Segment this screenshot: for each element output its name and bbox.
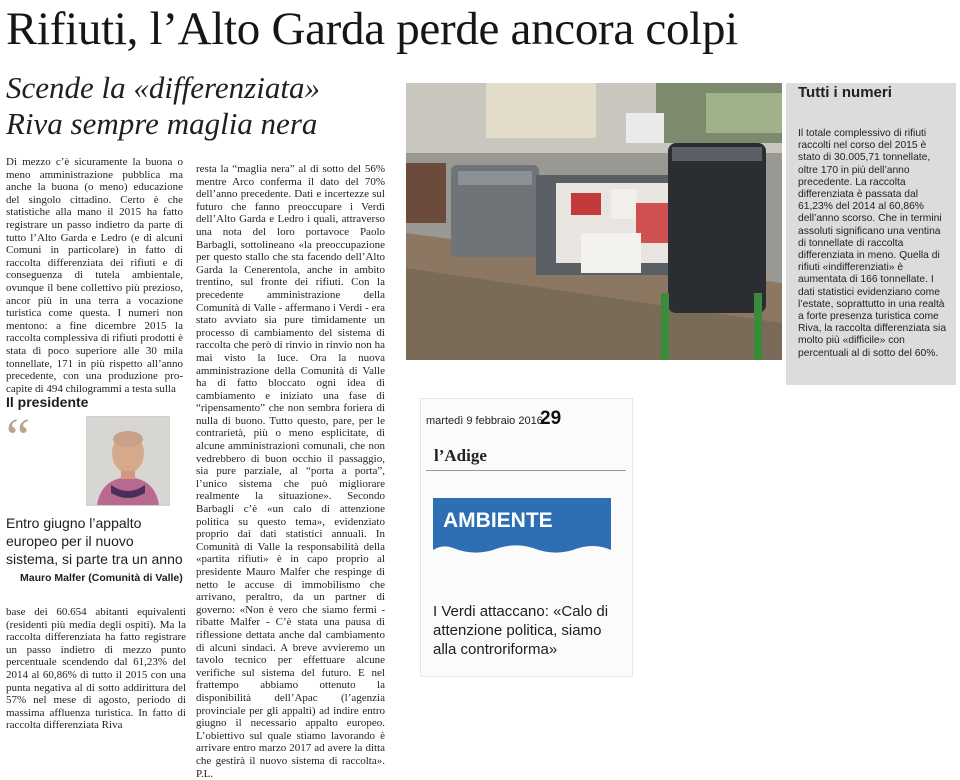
clipping-headline: I Verdi attaccano: «Calo di attenzione politica, siamo alla controriforma» <box>433 603 609 658</box>
clipping-date: martedì 9 febbraio 2016 <box>426 415 543 427</box>
portrait-illustration <box>87 417 169 505</box>
section-banner-label: AMBIENTE <box>443 509 553 532</box>
clipping-divider <box>426 470 626 471</box>
stats-box-text: Il totale complessivo di rifiuti raccolti nel corso del 2015 è stato di 30.005,71 tonnellate, oltre 170 in più dell’anno precedente. La raccolta differenziata è passata dal 61,23% del 2014 al 60,86% dell’anno scorso. Che in termini assoluti significano una ventina di tonnellate di raccolta differenziata in meno. Quella di rifiuti «indifferenziati» è aumentata di 166 tonnellate. I dati statistici evidenziano come l’estate, soprattutto in una realtà a forte presenza turistica come Riva, la raccolta differenziata sia molto più «difficile» con percentuali al di sotto del 60%. <box>798 128 947 359</box>
sidebar-label: Il presidente <box>6 394 89 410</box>
subhead-line-1: Scende la «differenziata» <box>6 70 320 105</box>
stats-box-title: Tutti i numeri <box>798 84 892 101</box>
subheadline <box>6 70 396 142</box>
quote-marks-icon: “ <box>6 407 30 467</box>
portrait-photo <box>86 416 170 506</box>
section-banner <box>433 498 611 556</box>
subhead-line-2: Riva sempre maglia nera <box>6 106 318 141</box>
section-banner-graphic <box>433 498 611 556</box>
sidebar-quote: Entro giugno l’appalto europeo per il nuovo sistema, si parte tra un anno <box>6 515 183 567</box>
quote-author: Mauro Malfer (Comunità di Valle) <box>20 572 183 584</box>
article-photo <box>406 83 782 360</box>
headline: Rifiuti, l’Alto Garda perde ancora colpi <box>6 3 738 55</box>
article-column-1-continued: base dei 60.654 abitanti equivalenti (residenti più media degli ospiti). Ma la raccolta differenziata ha fatto registrare un passo indietro di mezzo punto percentuale scendendo dal 61,23% del 2014 al 60,86% di tutto il 2015 con una punta negativa al di sotto addirittura del 57% nel mese di agosto, periodo di massima affluenza turistica. In fatto di raccolta differenziata Riva <box>6 606 186 732</box>
garbage-bins-illustration <box>406 83 782 360</box>
clipping-page-number: 29 <box>540 408 562 429</box>
article-column-1: Di mezzo c’è sicuramente la buona o meno amministrazione pubblica ma anche la buona (o meno) educazione del singolo cittadino. Certo è che statistiche alla mano il 2015 ha fatto registrare un passo indietro da parte di tutto l’Alto Garda e Ledro (e di alcuni Comuni in particolare) in fatto di raccolta differenziata dei rifiuti e di conseguenza di tutela ambientale, ovunque il bene collettivo più prezioso, ancor più in una terra a vocazione turistica come questa. I numeri non mentono: a fine dicembre 2015 la raccolta complessiva di rifiuti prodotti è stata di poco superiore alle 30 mila tonnellate, 171 in più rispetto all’anno precedente, con una produzione pro-capite di 494 chilogrammi a testa sulla <box>6 156 183 395</box>
newspaper-logo: l’Adige <box>434 446 487 465</box>
article-column-2: resta la “maglia nera” al di sotto del 56% mentre Arco conferma il dato del 70% dell’anno precedente. Dati e incertezze sul futuro che fanno preoccupare i Verdi dell’Alto Garda e Ledro i quali, attraverso una nota del loro portavoce Paolo Barbagli, sottolineano «la preoccupazione per questo stallo che sta facendo dell’Alto Garda la Cenerentola, anche in ambito trentino, sul fronte dei rifiuti. Con la precedente amministrazione della Comunità di Valle - affermano i Verdi - era stato avviato sia pure timidamente un processo di cambiamento del sistema di raccolta che però di rinvio in rinvio non ha mai visto la luce. Ora la nuova amministrazione della Comunità di Valle ha di fatto bloccato ogni idea di cambiamento e iniziato una fase di “ripensamento” che non sembra foriera di nulla di buono. Tutto questo, pare, per le contrarietà, più o meno esplicitate, di alcune amministrazioni comunali, che non vedrebbero di buon occhio il passaggio, sia pure parziale, al “porta a porta”, l’unico sistema che può migliorare realmente la situazione». Secondo Barbagli c’è «un calo di attenzione politica su questo tema», evidenziato proprio dai dati statistici annuali. In Comunità di Valle la responsabilità della «partita rifiuti» è in capo proprio al presidente Mauro Malfer che respinge di netto le accuse di immobilismo che arrivano, peraltro, da un partner di governo: «Non è vero che siamo fermi - ribatte Malfer - C’è stata una pausa di riflessione dettata anche dal cambiamento di alcuni sindaci. A breve avvieremo un tavolo tecnico per effettuare alcune verifiche sul sistema del futuro. E nel frattempo abbiamo ottenuto la disponibilità dell’Apac (l’agenzia provinciale per gli appalti) ad indire entro giugno il necessario appalto europeo. L’obiettivo sul quale stiamo lavorando è arrivare entro marzo 2017 ad avere la ditta che gestirà il nuovo sistema di raccolta». P.L. <box>196 163 385 780</box>
